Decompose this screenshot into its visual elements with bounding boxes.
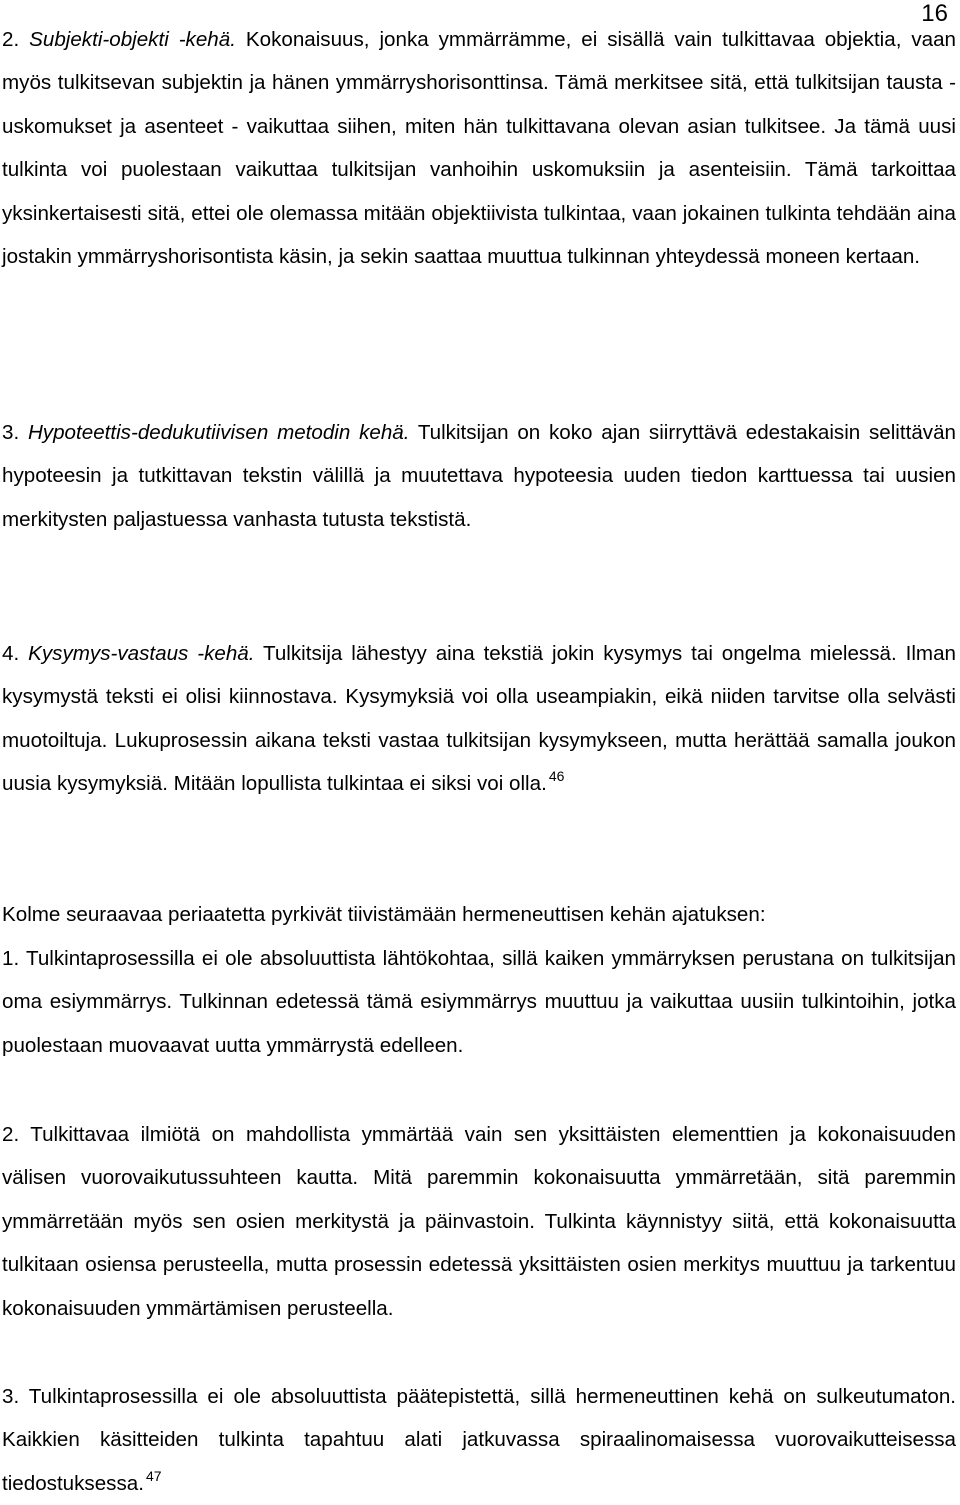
section-text: Tulkitsijan on koko ajan siirryttävä edestakaisin selittävän hypoteesin ja tutkittavan tekstin välillä ja muutettava hypoteesia uuden tiedon karttuessa tai uusien merkitysten paljastuessa vanhasta tutusta tekstistä. [2,421,956,531]
principle-2 [2,1113,956,1330]
section-title: Subjekti-objekti -kehä. [29,28,236,51]
section-title: Kysymys-vastaus -kehä. [28,642,255,665]
principles-intro: Kolme seuraavaa periaatetta pyrkivät tiivistämään hermeneuttisen kehän ajatuksen: [2,903,766,926]
section-label: 4. [2,642,20,665]
principle-text: 1. Tulkintaprosessilla ei ole absoluuttista lähtökohtaa, sillä kaiken ymmärryksen perustana on tulkitsijan oma esiymmärrys. Tulkinnan edetessä tämä esiymmärrys muuttuu ja vaikuttaa uusiin tulkintoihin, jotka puolestaan muovaavat uutta ymmärrystä edelleen. [2,947,956,1057]
section-text: Kokonaisuus, jonka ymmärrämme, ei sisällä vain tulkittavaa objektia, vaan myös tulkitsevan subjektin ja hänen ymmärryshorisonttinsa. Tämä merkitsee sitä, että tulkitsijan tausta - uskomukset ja asenteet - vaikuttaa siihen, miten hän tulkittavana olevan asian tulkitsee. Ja tämä uusi tulkinta voi puolestaan vaikuttaa tulkitsijan vanhoihin uskomuksiin ja asenteisiin. Tämä tarkoittaa yksinkertaisesti sitä, ettei ole olemassa mitään objektiivista tulkintaa, vaan jokainen tulkinta tehdään aina jostakin ymmärryshorisontista käsin, ja sekin saattaa muuttua tulkinnan yhteydessä moneen kertaan. [2,28,957,269]
section-title: Hypoteettis-dedukutiivisen metodin kehä. [27,421,410,444]
page-number: 16 [921,0,948,27]
principle-text: 2. Tulkittavaa ilmiötä on mahdollista ymmärtää vain sen yksittäisten elementtien ja kokonaisuuden välisen vuorovaikutussuhteen kautta. Mitä paremmin kokonaisuutta ymmärretään, sitä paremmin ymmärretään myös sen osien merkitystä ja päinvastoin. Tulkinta käynnistyy siitä, että kokonaisuutta tulkitaan osiensa perusteella, mutta prosessin edetessä yksittäisten osien merkitys muuttuu ja tarkentuu kokonaisuuden ymmärtämisen perusteella. [2,1123,956,1320]
section-label: 3. [2,421,20,444]
section-label: 2. [2,28,20,51]
section-question-answer [2,632,956,806]
section-hypothetical-deductive [2,411,956,541]
principle-text: 3. Tulkintaprosessilla ei ole absoluuttista päätepistettä, sillä hermeneuttinen kehä on sulkeutumaton. Kaikkien käsitteiden tulkinta tapahtuu alati jatkuvassa spiraalinomaisessa vuorovaikutteisessa tiedostuksessa. [2,1385,956,1495]
principle-3 [2,1375,956,1505]
principle-1 [2,937,956,1067]
footnote-marker: 47 [145,1467,162,1484]
section-subject-object [2,18,956,278]
section-text: Tulkitsija lähestyy aina tekstiä jokin kysymys tai ongelma mielessä. Ilman kysymystä teksti ei olisi kiinnostava. Kysymyksiä voi olla useampiakin, eikä niiden tarvitse olla selvästi muotoiltuja. Lukuprosessin aikana teksti vastaa tulkitsijan kysymykseen, mutta herättää samalla joukon uusia kysymyksiä. Mitään lopullista tulkintaa ei siksi voi olla. [2,642,956,796]
footnote-marker: 46 [548,768,565,785]
